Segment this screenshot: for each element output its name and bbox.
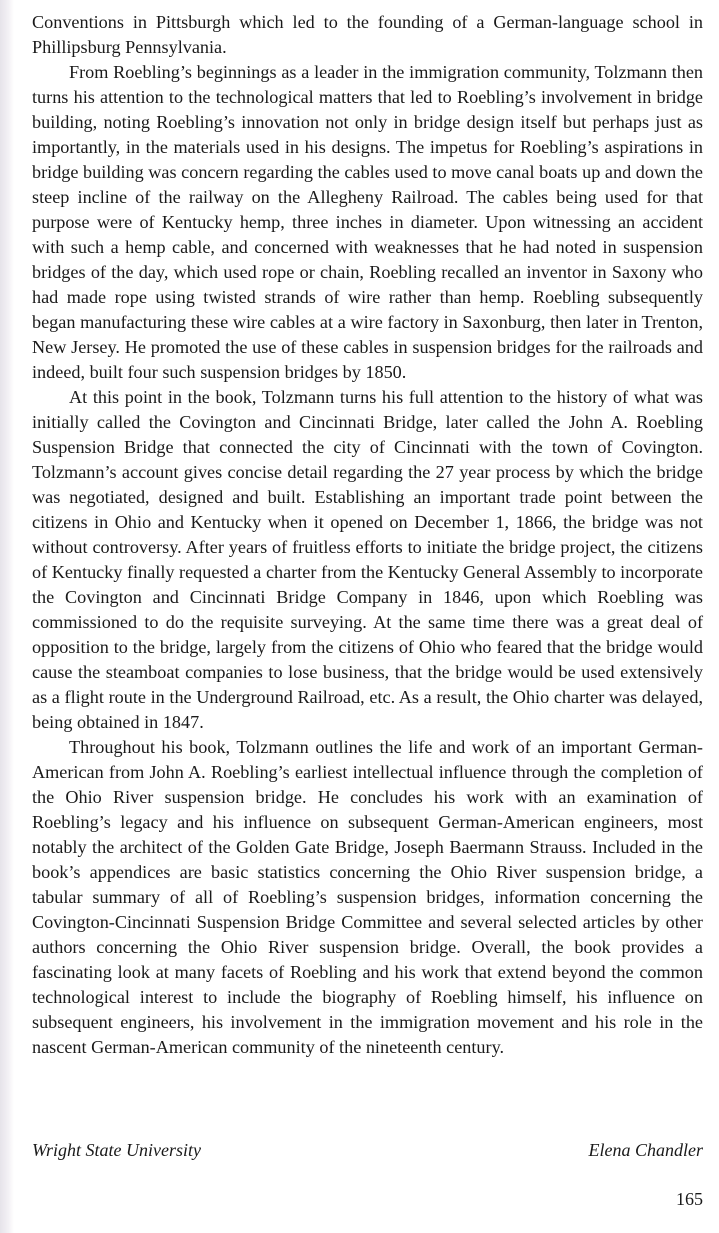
paragraph-4: Throughout his book, Tolzmann outlines the life and work of an important German-American from John A. Roebling’s earliest intellectual influence through the completion of the Ohio River suspension bridge. He concludes his work with an examination of Roebling’s legacy and his influence on subsequent German-American engineers, most notably the architect of the Golden Gate Bridge, Joseph Baermann Strauss. Included in the book’s appendices are basic statistics concerning the Ohio River suspension bridge, a tabular summary of all of Roebling’s suspension bridges, information concerning the Covington-Cincinnati Suspension Bridge Committee and several selected articles by other authors concerning the Ohio River suspension bridge. Overall, the book provides a fascinating look at many facets of Roebling and his work that extend beyond the common technological interest to include the biography of Roebling himself, his influence on subsequent engineers, his involvement in the immigration movement and his role in the nascent German-American community of the nineteenth century.	[32, 737, 703, 1057]
page-number: 165	[676, 1189, 703, 1209]
reviewer-affiliation: Wright State University	[32, 1140, 201, 1160]
reviewer-name: Elena Chandler	[588, 1140, 703, 1160]
page-content	[32, 10, 703, 1060]
paragraph-3: At this point in the book, Tolzmann turns his full attention to the history of what was initially called the Covington and Cincinnati Bridge, later called the John A. Roebling Suspension Bridge that connected the city of Cincinnati with the town of Covington. Tolzmann’s account gives concise detail regarding the 27 year process by which the bridge was negotiated, designed and built. Establishing an important trade point between the citizens in Ohio and Kentucky when it opened on December 1, 1866, the bridge was not without controversy. After years of fruitless efforts to initiate the bridge project, the citizens of Kentucky finally requested a charter from the Kentucky General Assembly to incorporate the Covington and Cincinnati Bridge Company in 1846, upon which Roebling was commissioned to do the requisite surveying. At the same time there was a great deal of opposition to the bridge, largely from the citizens of Ohio who feared that the bridge would cause the steamboat companies to lose business, that the bridge would be used extensively as a flight route in the Underground Railroad, etc. As a result, the Ohio charter was delayed, being obtained in 1847.	[32, 387, 703, 732]
paragraph-2: From Roebling’s beginnings as a leader in the immigration community, Tolzmann then turns his attention to the technological matters that led to Roebling’s involvement in bridge building, noting Roebling’s innovation not only in bridge design itself but perhaps just as importantly, in the materials used in his designs. The impetus for Roebling’s aspirations in bridge building was concern regarding the cables used to move canal boats up and down the steep incline of the railway on the Allegheny Railroad. The cables being used for that purpose were of Kentucky hemp, three inches in diameter. Upon witnessing an accident with such a hemp cable, and concerned with weaknesses that he had noted in suspension bridges of the day, which used rope or chain, Roebling recalled an inventor in Saxony who had made rope using twisted strands of wire rather than hemp. Roebling subsequently began manufacturing these wire cables at a wire factory in Saxonburg, then later in Trenton, New Jersey. He promoted the use of these cables in suspension bridges for the railroads and indeed, built four such suspension bridges by 1850.	[32, 62, 703, 382]
review-signature	[32, 1138, 703, 1163]
review-body	[32, 10, 703, 1060]
page-gutter-shadow	[0, 0, 14, 1233]
paragraph-1: Conventions in Pittsburgh which led to the founding of a German-language school in Phillipsburg Pennsylvania.	[32, 12, 703, 57]
